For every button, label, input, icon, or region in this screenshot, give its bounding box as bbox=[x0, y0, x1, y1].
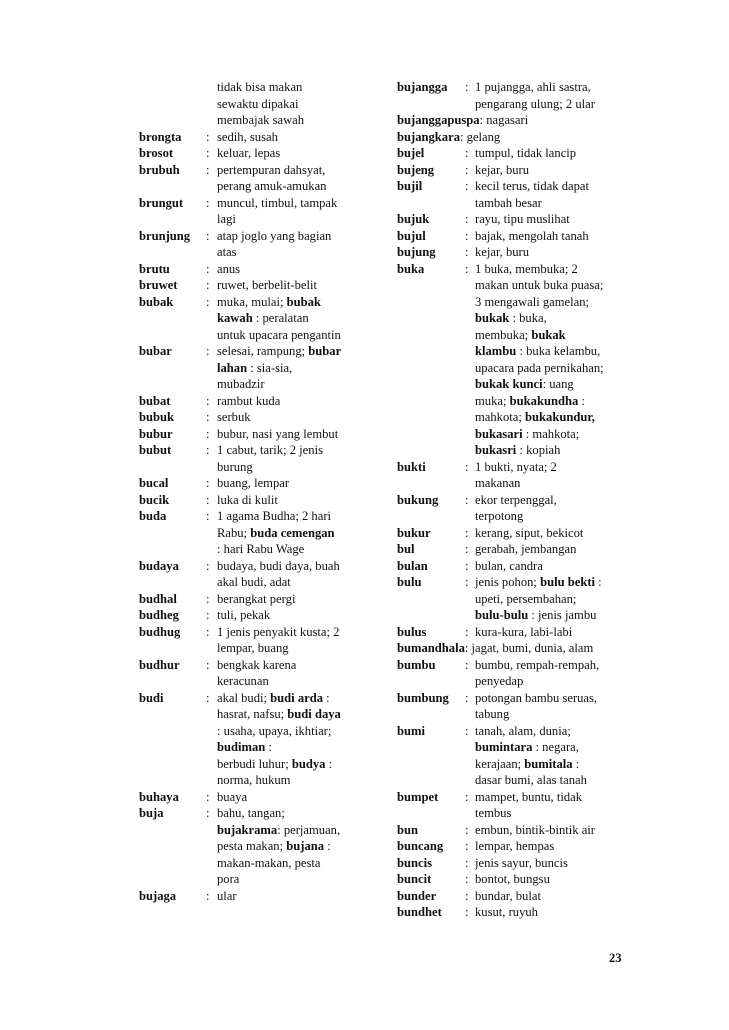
headword: budi bbox=[139, 690, 164, 705]
dictionary-entry bbox=[397, 657, 633, 690]
headword: bujangga bbox=[397, 80, 448, 94]
colon-separator: : bbox=[465, 855, 469, 870]
definition-line: lempar, buang bbox=[217, 641, 289, 655]
colon-separator: : bbox=[465, 822, 469, 837]
definition-line: bulan, candra bbox=[475, 558, 543, 573]
definition-line: kejar, buru bbox=[475, 162, 530, 177]
headword: budhug bbox=[139, 624, 181, 639]
definition-line: buaya bbox=[217, 789, 248, 804]
headword: brubuh bbox=[139, 162, 180, 177]
headword: brunjung bbox=[139, 228, 191, 243]
definition-line: burung bbox=[217, 459, 253, 474]
definition-line: 1 agama Budha; 2 hari bbox=[217, 509, 332, 523]
colon-separator: : bbox=[465, 162, 469, 177]
definition-line: bukak : buka, bbox=[475, 311, 547, 325]
dictionary-entry bbox=[139, 789, 371, 806]
headword: bujeng bbox=[397, 162, 435, 177]
definition-line: hasrat, nafsu; budi daya bbox=[217, 707, 341, 721]
colon-separator: : bbox=[465, 212, 469, 226]
colon-separator: : bbox=[206, 294, 210, 309]
definition-line: bukasari : mahkota; bbox=[475, 426, 580, 441]
definition-line: kejar, buru bbox=[475, 245, 530, 259]
definition-line: ekor terpenggal, bbox=[475, 492, 557, 507]
definition-text: : jagat, bumi, dunia, alam bbox=[464, 641, 594, 655]
dictionary-entry bbox=[139, 261, 371, 278]
dictionary-entry bbox=[397, 723, 633, 789]
entry-line bbox=[397, 640, 633, 657]
definition-line: terpotong bbox=[475, 509, 524, 523]
dictionary-entry bbox=[139, 426, 371, 443]
dictionary-entry bbox=[139, 393, 371, 410]
definition-line: 3 mengawali gamelan; bbox=[475, 294, 590, 309]
definition-line: atas bbox=[217, 245, 237, 259]
definition-line: potongan bambu seruas, bbox=[475, 690, 598, 705]
definition-line: kerang, siput, bekicot bbox=[475, 525, 584, 540]
dictionary-entry bbox=[397, 211, 633, 228]
colon-separator: : bbox=[465, 690, 469, 705]
dictionary-entry bbox=[139, 607, 371, 624]
definition-line: tabung bbox=[475, 707, 510, 721]
definition-line: anus bbox=[217, 261, 241, 276]
definition-line: bumbu, rempah-rempah, bbox=[475, 657, 600, 672]
colon-separator: : bbox=[465, 624, 469, 639]
colon-separator: : bbox=[465, 789, 469, 804]
headword: bulus bbox=[397, 624, 427, 639]
definition-line: kusut, ruyuh bbox=[475, 905, 538, 919]
colon-separator: : bbox=[206, 344, 210, 358]
definition-line: keracunan bbox=[217, 674, 269, 688]
entry-line bbox=[397, 129, 633, 146]
definition-line: budaya, budi daya, buah bbox=[217, 558, 340, 573]
colon-separator: : bbox=[465, 228, 469, 243]
definition-line: gerabah, jembangan bbox=[475, 542, 577, 556]
definition-line: pesta makan; bujana : bbox=[217, 839, 331, 853]
colon-separator: : bbox=[465, 905, 469, 919]
colon-separator: : bbox=[206, 410, 210, 424]
definition-line: pertempuran dahsyat, bbox=[217, 162, 326, 177]
dictionary-entry bbox=[139, 888, 371, 905]
dictionary-entry bbox=[397, 162, 633, 179]
definition-line: embun, bintik-bintik air bbox=[475, 822, 595, 837]
definition-line: 1 buka, membuka; 2 bbox=[475, 261, 578, 276]
definition-line: bahu, tangan; bbox=[217, 806, 285, 820]
definition-line: untuk upacara pengantin bbox=[217, 327, 341, 342]
colon-separator: : bbox=[465, 575, 469, 589]
dictionary-entry bbox=[139, 657, 371, 690]
dictionary-entry bbox=[139, 294, 371, 344]
headword: bunder bbox=[397, 888, 437, 903]
definition-line: lempar, hempas bbox=[475, 839, 555, 853]
definition-line: membajak sawah bbox=[217, 113, 305, 127]
headword: bruwet bbox=[139, 278, 178, 292]
headword: buncis bbox=[397, 855, 433, 870]
dictionary-entry bbox=[397, 789, 633, 822]
dictionary-entry bbox=[397, 178, 633, 211]
headword: bumbung bbox=[397, 690, 449, 705]
headword: bujangkara bbox=[397, 129, 460, 144]
definition-line: kecil terus, tidak dapat bbox=[475, 179, 590, 193]
colon-separator: : bbox=[206, 278, 210, 292]
definition-text: : nagasari bbox=[479, 113, 529, 127]
colon-separator: : bbox=[465, 872, 469, 886]
definition-line: norma, hukum bbox=[217, 773, 291, 787]
definition-line: Rabu; buda cemengan bbox=[217, 525, 335, 540]
entry-line bbox=[397, 112, 633, 129]
dictionary-entry bbox=[397, 79, 633, 112]
headword: bujuk bbox=[397, 212, 430, 226]
headword: bujul bbox=[397, 228, 426, 243]
definition-line: upeti, persembahan; bbox=[475, 591, 577, 606]
definition-line: lahan : sia-sia, bbox=[217, 360, 293, 375]
colon-separator: : bbox=[206, 426, 210, 441]
definition-line: 1 bukti, nyata; 2 bbox=[475, 459, 557, 474]
definition-line: jenis sayur, buncis bbox=[475, 855, 568, 870]
definition-line: tembus bbox=[475, 806, 512, 820]
definition-line: buang, lempar bbox=[217, 476, 290, 490]
colon-separator: : bbox=[206, 492, 210, 507]
definition-line: mampet, buntu, tidak bbox=[475, 789, 583, 804]
dictionary-entry bbox=[139, 409, 371, 426]
definition-line: sewaktu dipakai bbox=[217, 96, 299, 111]
colon-separator: : bbox=[206, 608, 210, 622]
headword: budhal bbox=[139, 591, 177, 606]
definition-line: berbudi luhur; budya : bbox=[217, 756, 333, 771]
definition-line: membuka; bukak bbox=[475, 327, 566, 342]
dictionary-entry bbox=[397, 145, 633, 162]
headword: buncit bbox=[397, 872, 432, 886]
headword: bun bbox=[397, 822, 419, 837]
definition-line: luka di kulit bbox=[217, 492, 278, 507]
dictionary-entry bbox=[397, 822, 633, 839]
headword: bubar bbox=[139, 344, 172, 358]
headword: bukur bbox=[397, 525, 431, 540]
colon-separator: : bbox=[206, 789, 210, 804]
definition-line: tumpul, tidak lancip bbox=[475, 146, 577, 160]
page-number: 23 bbox=[609, 951, 622, 965]
headword: bucal bbox=[139, 476, 169, 490]
headword: bulan bbox=[397, 558, 428, 573]
headword: bukti bbox=[397, 459, 426, 474]
definition-line: tuli, pekak bbox=[217, 608, 271, 622]
colon-separator: : bbox=[206, 162, 210, 177]
definition-line: bukak kunci: uang bbox=[475, 377, 574, 391]
headword: bumi bbox=[397, 723, 425, 738]
dictionary-entry bbox=[397, 871, 633, 888]
dictionary-entry bbox=[397, 624, 633, 641]
definition-line: berangkat pergi bbox=[217, 591, 296, 606]
definition-line: bengkak karena bbox=[217, 657, 297, 672]
definition-line: klambu : buka kelambu, bbox=[475, 344, 601, 358]
definition-line: kerajaan; bumitala : bbox=[475, 756, 580, 771]
definition-line: ular bbox=[217, 888, 237, 903]
definition-line: : usaha, upaya, ikhtiar; bbox=[217, 723, 332, 738]
definition-line: pengarang ulung; 2 ular bbox=[475, 96, 595, 111]
dictionary-entry bbox=[139, 508, 371, 558]
dictionary-entry bbox=[397, 690, 633, 723]
definition-line: pora bbox=[217, 872, 240, 886]
dictionary-entry bbox=[397, 492, 633, 525]
headword: bujel bbox=[397, 146, 425, 160]
definition-line: makan untuk buka puasa; bbox=[475, 278, 604, 292]
definition-line: sedih, susah bbox=[217, 129, 278, 144]
definition-line: upacara pada pernikahan; bbox=[475, 360, 604, 375]
dictionary-entry bbox=[397, 640, 633, 657]
dictionary-entry bbox=[397, 838, 633, 855]
colon-separator: : bbox=[206, 657, 210, 672]
dictionary-entry bbox=[139, 195, 371, 228]
definition-line: makanan bbox=[475, 476, 521, 490]
headword: bulu bbox=[397, 575, 422, 589]
headword: buda bbox=[139, 509, 167, 523]
definition-line: kura-kura, labi-labi bbox=[475, 624, 573, 639]
colon-separator: : bbox=[465, 459, 469, 474]
definition-line: lagi bbox=[217, 212, 236, 226]
definition-line: tanah, alam, dunia; bbox=[475, 723, 571, 738]
definition-line: bundar, bulat bbox=[475, 888, 541, 903]
dictionary-entry bbox=[397, 129, 633, 146]
definition-line: jenis pohon; bulu bekti : bbox=[475, 575, 602, 589]
colon-separator: : bbox=[465, 146, 469, 160]
colon-separator: : bbox=[465, 80, 469, 94]
colon-separator: : bbox=[465, 839, 469, 853]
dictionary-entry bbox=[139, 277, 371, 294]
colon-separator: : bbox=[206, 129, 210, 144]
colon-separator: : bbox=[465, 179, 469, 193]
dictionary-entry bbox=[139, 145, 371, 162]
dictionary-entry bbox=[397, 855, 633, 872]
headword: buncang bbox=[397, 839, 444, 853]
dictionary-entry bbox=[139, 475, 371, 492]
headword: budhur bbox=[139, 657, 180, 672]
colon-separator: : bbox=[206, 261, 210, 276]
definition-line: bajak, mengolah tanah bbox=[475, 228, 589, 243]
dictionary-entry bbox=[139, 228, 371, 261]
dictionary-entry bbox=[139, 492, 371, 509]
headword: bundhet bbox=[397, 905, 442, 919]
colon-separator: : bbox=[206, 195, 210, 210]
colon-separator: : bbox=[206, 806, 210, 820]
colon-separator: : bbox=[465, 888, 469, 903]
colon-separator: : bbox=[465, 492, 469, 507]
dictionary-entry bbox=[139, 442, 371, 475]
definition-line: bukasri : kopiah bbox=[475, 443, 561, 457]
headword: brutu bbox=[139, 261, 170, 276]
headword: bul bbox=[397, 542, 415, 556]
headword: bumandhala bbox=[397, 641, 465, 655]
headword: bujaga bbox=[139, 888, 177, 903]
headword: budheg bbox=[139, 608, 179, 622]
definition-line: 1 pujangga, ahli sastra, bbox=[475, 80, 591, 94]
definition-line: muka, mulai; bubak bbox=[217, 294, 321, 309]
colon-separator: : bbox=[206, 393, 210, 408]
definition-line: dasar bumi, alas tanah bbox=[475, 773, 587, 787]
headword: budaya bbox=[139, 558, 179, 573]
colon-separator: : bbox=[465, 542, 469, 556]
definition-line: mubadzir bbox=[217, 377, 265, 391]
headword: bujanggapuspa bbox=[397, 113, 480, 127]
definition-line: selesai, rampung; bubar bbox=[217, 344, 342, 358]
headword: buka bbox=[397, 261, 425, 276]
definition-line: rayu, tipu muslihat bbox=[475, 212, 570, 226]
definition-line: akal budi; budi arda : bbox=[217, 690, 330, 705]
colon-separator: : bbox=[206, 624, 210, 639]
definition-line: 1 cabut, tarik; 2 jenis bbox=[217, 443, 323, 457]
dictionary-entry bbox=[397, 459, 633, 492]
dictionary-entry bbox=[139, 129, 371, 146]
definition-line: bubur, nasi yang lembut bbox=[217, 426, 339, 441]
dictionary-entry bbox=[139, 624, 371, 657]
colon-separator: : bbox=[206, 509, 210, 523]
colon-separator: : bbox=[465, 245, 469, 259]
definition-line: kawah : peralatan bbox=[217, 311, 309, 325]
headword: brosot bbox=[139, 146, 174, 160]
dictionary-entry bbox=[397, 228, 633, 245]
right-column bbox=[397, 79, 633, 921]
definition-line: akal budi, adat bbox=[217, 575, 291, 589]
headword: bubak bbox=[139, 294, 174, 309]
headword: brungut bbox=[139, 195, 184, 210]
colon-separator: : bbox=[465, 558, 469, 573]
dictionary-entry bbox=[139, 343, 371, 393]
definition-line: atap joglo yang bagian bbox=[217, 228, 332, 243]
dictionary-entry bbox=[139, 162, 371, 195]
colon-separator: : bbox=[206, 690, 210, 705]
dictionary-entry bbox=[397, 574, 633, 624]
definition-line: bujakrama: perjamuan, bbox=[217, 822, 341, 837]
dictionary-entry bbox=[397, 888, 633, 905]
left-column bbox=[139, 79, 371, 904]
colon-separator: : bbox=[465, 525, 469, 540]
dictionary-entry bbox=[397, 525, 633, 542]
dictionary-entry bbox=[139, 690, 371, 789]
definition-line: budiman : bbox=[217, 740, 272, 754]
dictionary-entry bbox=[397, 261, 633, 459]
definition-line: 1 jenis penyakit kusta; 2 bbox=[217, 624, 340, 639]
headword: buhaya bbox=[139, 789, 179, 804]
definition-line: tidak bisa makan bbox=[217, 80, 303, 94]
dictionary-entry bbox=[139, 558, 371, 591]
definition-line: penyedap bbox=[475, 674, 524, 688]
dictionary-entry bbox=[397, 541, 633, 558]
headword: bumbu bbox=[397, 657, 436, 672]
definition-line: bontot, bungsu bbox=[475, 872, 550, 886]
definition-line: rambut kuda bbox=[217, 393, 281, 408]
headword: bubuk bbox=[139, 410, 175, 424]
definition-line: perang amuk-amukan bbox=[217, 179, 327, 193]
colon-separator: : bbox=[465, 723, 469, 738]
headword: bucik bbox=[139, 492, 170, 507]
definition-line: makan-makan, pesta bbox=[217, 855, 321, 870]
definition-text: : gelang bbox=[460, 129, 501, 144]
headword: bujil bbox=[397, 179, 423, 193]
colon-separator: : bbox=[206, 476, 210, 490]
dictionary-entry bbox=[139, 79, 371, 129]
headword: bujung bbox=[397, 245, 436, 259]
colon-separator: : bbox=[206, 228, 210, 243]
dictionary-entry bbox=[139, 805, 371, 888]
headword: bubat bbox=[139, 393, 171, 408]
colon-separator: : bbox=[206, 558, 210, 573]
definition-line: bumintara : negara, bbox=[475, 740, 579, 754]
colon-separator: : bbox=[206, 888, 210, 903]
colon-separator: : bbox=[206, 146, 210, 160]
headword: brongta bbox=[139, 129, 182, 144]
colon-separator: : bbox=[206, 591, 210, 606]
dictionary-entry bbox=[397, 558, 633, 575]
headword: bukung bbox=[397, 492, 439, 507]
headword: bubut bbox=[139, 443, 172, 457]
definition-line: : hari Rabu Wage bbox=[217, 542, 305, 556]
definition-line: keluar, lepas bbox=[217, 146, 281, 160]
colon-separator: : bbox=[206, 443, 210, 457]
colon-separator: : bbox=[465, 261, 469, 276]
definition-line: mahkota; bukakundur, bbox=[475, 410, 595, 424]
headword: buja bbox=[139, 806, 164, 820]
dictionary-entry bbox=[139, 591, 371, 608]
headword: bubur bbox=[139, 426, 173, 441]
definition-line: serbuk bbox=[217, 410, 251, 424]
definition-line: tambah besar bbox=[475, 195, 542, 210]
dictionary-entry bbox=[397, 904, 633, 921]
dictionary-entry bbox=[397, 112, 633, 129]
definition-line: ruwet, berbelit-belit bbox=[217, 278, 318, 292]
headword: bumpet bbox=[397, 789, 439, 804]
colon-separator: : bbox=[465, 657, 469, 672]
definition-line: muka; bukakundha : bbox=[475, 393, 585, 408]
dictionary-entry bbox=[397, 244, 633, 261]
definition-line: bulu-bulu : jenis jambu bbox=[475, 608, 597, 622]
definition-line: muncul, timbul, tampak bbox=[217, 195, 338, 210]
